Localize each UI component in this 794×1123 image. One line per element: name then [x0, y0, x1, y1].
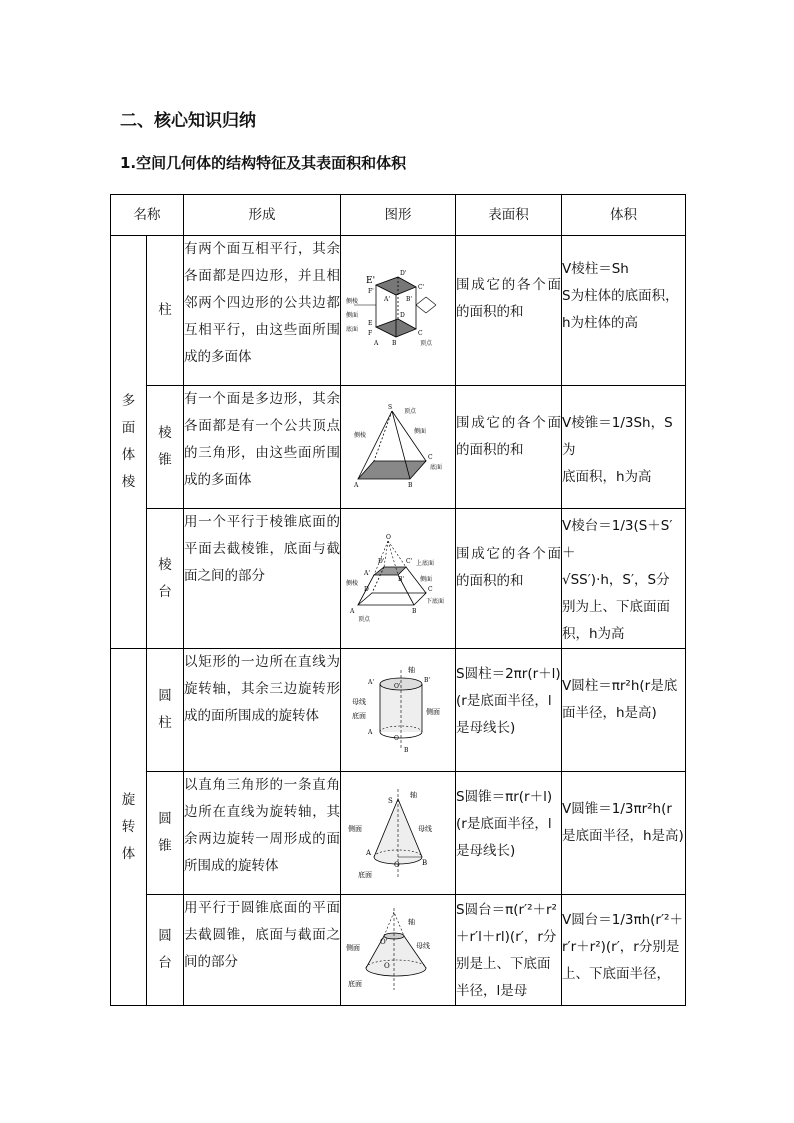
svg-text:A: A	[374, 339, 379, 347]
svg-text:侧棱: 侧棱	[346, 579, 359, 587]
svg-text:侧面: 侧面	[420, 575, 433, 583]
svg-text:O: O	[394, 861, 400, 869]
svg-text:侧面: 侧面	[426, 708, 440, 716]
svg-text:轴: 轴	[408, 918, 415, 926]
volume-cell: V圆锥＝1/3πr²h(r是底面半径，h是高)	[562, 772, 686, 895]
pyramid-figure	[341, 386, 456, 509]
svg-text:底面: 底面	[348, 980, 362, 988]
svg-text:F: F	[368, 329, 373, 337]
svg-text:顶点: 顶点	[358, 615, 371, 623]
svg-text:O': O'	[394, 683, 401, 690]
table-row	[111, 649, 686, 772]
surface-cell: 围成它的各个面的面积的和	[456, 236, 562, 386]
svg-text:A: A	[366, 849, 372, 857]
svg-text:D': D'	[400, 269, 407, 277]
formation-cell: 用一个平行于棱锥底面的平面去截棱锥，底面与截面之间的部分	[184, 509, 341, 649]
section-heading: 二、核心知识归纳	[120, 111, 256, 131]
svg-text:B: B	[412, 607, 417, 615]
svg-text:A: A	[354, 482, 359, 489]
svg-text:C': C'	[418, 283, 425, 291]
svg-text:侧面: 侧面	[346, 311, 359, 319]
formation-cell: 有一个面是多边形，其余各面都是有一个公共顶点的三角形，由这些面所围成的多面体	[184, 386, 341, 509]
knowledge-table	[110, 194, 686, 1006]
table-row	[111, 386, 686, 509]
row-name: 圆柱	[147, 649, 184, 772]
header-surface: 表面积	[456, 195, 562, 236]
row-name: 圆台	[147, 895, 184, 1006]
formation-cell: 以直角三角形的一条直角边所在直线为旋转轴，其余两边旋转一周形成的面所围成的旋转体	[184, 772, 341, 895]
svg-text:母线: 母线	[418, 825, 432, 833]
category-rotation-body: 旋转体	[111, 649, 147, 1006]
volume-cell: V圆台＝1/3πh(r′²＋r′r＋r²)(r′，r分别是上、下底面半径，	[562, 895, 686, 1006]
svg-text:B: B	[408, 482, 413, 489]
svg-text:O: O	[384, 962, 390, 970]
frustum-pyramid-figure	[341, 509, 456, 649]
cone-figure	[341, 772, 456, 895]
svg-text:D: D	[364, 585, 369, 593]
svg-text:S: S	[388, 797, 393, 805]
svg-text:侧面: 侧面	[348, 825, 362, 833]
table-header-row	[111, 195, 686, 236]
table-row	[111, 895, 686, 1006]
svg-text:B: B	[404, 747, 409, 754]
cylinder-figure	[341, 649, 456, 772]
svg-text:轴: 轴	[410, 791, 417, 799]
surface-cell: S圆锥＝πr(r＋l)(r是底面半径，l是母线长)	[456, 772, 562, 895]
category-polyhedron: 多面体棱	[111, 236, 147, 649]
svg-text:顶点: 顶点	[404, 408, 417, 415]
svg-text:侧面: 侧面	[414, 428, 427, 435]
svg-text:F': F'	[368, 287, 374, 295]
prism-figure	[341, 236, 456, 386]
svg-text:底面: 底面	[346, 325, 359, 333]
frustum-cone-figure	[341, 895, 456, 1006]
volume-cell: V棱柱＝Sh S为柱体的底面积，h为柱体的高	[562, 236, 686, 386]
svg-text:母线: 母线	[352, 698, 366, 706]
svg-text:S: S	[388, 404, 393, 411]
header-figure: 图形	[341, 195, 456, 236]
svg-text:C: C	[428, 454, 433, 461]
svg-text:E: E	[368, 319, 373, 327]
table-row	[111, 236, 686, 386]
header-name: 名称	[111, 195, 184, 236]
row-name: 柱	[147, 236, 184, 386]
table-row	[111, 772, 686, 895]
svg-text:B': B'	[424, 677, 431, 684]
svg-text:底面: 底面	[430, 464, 443, 471]
svg-text:上底面: 上底面	[416, 559, 435, 567]
svg-text:顶点: 顶点	[420, 339, 433, 347]
subsection-heading: 1.空间几何体的结构特征及其表面积和体积	[120, 154, 407, 172]
svg-text:C: C	[418, 329, 423, 337]
surface-cell: S圆台＝π(r′²＋r²＋r′l＋rl)(r′，r分别是上、下底面半径，l是母	[456, 895, 562, 1006]
svg-text:A': A'	[384, 295, 390, 303]
row-name: 棱锥	[147, 386, 184, 509]
svg-text:O: O	[386, 533, 391, 541]
row-name: 棱台	[147, 509, 184, 649]
svg-text:轴: 轴	[408, 666, 415, 674]
formation-cell: 用平行于圆锥底面的平面去截圆锥，底面与截面之间的部分	[184, 895, 341, 1006]
table-row	[111, 509, 686, 649]
volume-cell: V棱台＝1/3(S＋S′＋ √SS′)·h，S′，S分 别为上、下底面面 积，h为高	[562, 509, 686, 649]
svg-text:底面: 底面	[358, 871, 372, 879]
volume-cell: V圆柱＝πr²h(r是底面半径，h是高)	[562, 649, 686, 772]
svg-text:下底面: 下底面	[426, 597, 445, 605]
surface-cell: S圆柱＝2πr(r＋l)(r是底面半径，l是母线长)	[456, 649, 562, 772]
svg-text:A: A	[368, 729, 373, 736]
row-name: 圆锥	[147, 772, 184, 895]
volume-cell: V棱锥＝1/3Sh，S为 底面积，h为高	[562, 386, 686, 509]
svg-text:侧棱: 侧棱	[354, 432, 367, 439]
svg-text:D': D'	[378, 557, 385, 565]
svg-text:A': A'	[368, 679, 374, 686]
svg-text:C: C	[428, 585, 433, 593]
surface-cell: 围成它的各个面的面积的和	[456, 386, 562, 509]
surface-cell: 围成它的各个面的面积的和	[456, 509, 562, 649]
svg-text:B: B	[392, 339, 397, 347]
header-formation: 形成	[184, 195, 341, 236]
svg-text:C': C'	[406, 557, 413, 565]
svg-text:A: A	[350, 607, 355, 615]
svg-text:A': A'	[364, 569, 370, 577]
svg-text:B': B'	[398, 575, 405, 583]
svg-text:B': B'	[406, 295, 413, 303]
formation-cell: 以矩形的一边所在直线为旋转轴，其余三边旋转形成的面所围成的旋转体	[184, 649, 341, 772]
svg-text:E': E'	[366, 275, 376, 286]
svg-text:底面: 底面	[352, 712, 366, 720]
svg-text:O': O'	[380, 938, 388, 946]
svg-text:母线: 母线	[416, 942, 430, 950]
svg-text:B: B	[422, 859, 428, 867]
header-volume: 体积	[562, 195, 686, 236]
svg-text:侧棱: 侧棱	[346, 297, 359, 305]
svg-text:侧面: 侧面	[346, 944, 360, 952]
formation-cell: 有两个面互相平行，其余各面都是四边形，并且相邻两个四边形的公共边都互相平行，由这些面所围成的多面体	[184, 236, 341, 386]
svg-text:O: O	[394, 735, 399, 742]
svg-text:D: D	[400, 311, 405, 319]
